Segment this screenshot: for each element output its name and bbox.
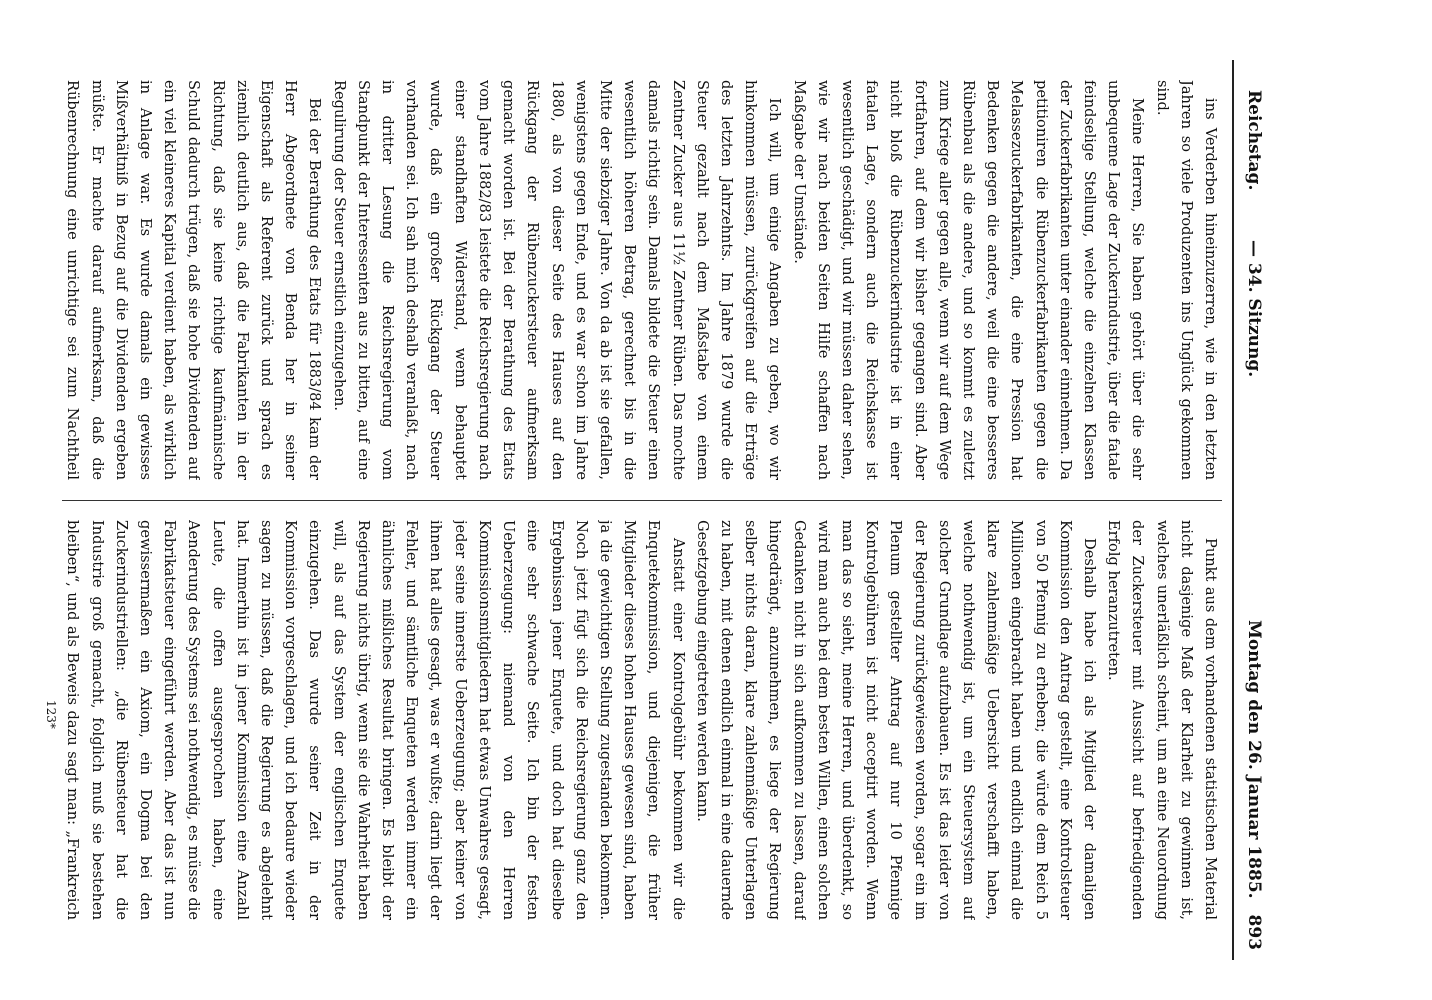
header-date: Montag den 26. Januar 1885.: [1244, 620, 1264, 899]
paragraph: ins Verderben hineinzuzerren, wie in den letzten Jahren so viele Produzenten ins Unglück gekommen sind.: [1153, 80, 1219, 480]
text-column-right: [62, 520, 1222, 920]
paragraph: Punkt aus dem vorhandenen statistischen Material nicht dasjenige Maß der Klarheit zu gewinnen ist, welches unerläßlich scheint, um an eine Neuordnung der Zuckersteuer mit Aussicht auf befriedigenden Erfolg heranzutreten.: [1105, 520, 1219, 920]
paragraph: Bei der Berathung des Etats für 1883/84 kam der Herr Abgeordnete von Benda her in seiner Eigenschaft als Referent zurück und sprach es ziemlich deutlich aus, daß die Fabrikanten in der Richtung, daß sie keine richtige kaufmännische Schuld dadurch trügen, daß sie hohe Dividenden auf ein viel kleineres Kapital verdient haben, als wirklich in Anlage war. Es wurde damals ein gewisses Mißverhältniß in Bezug auf die Dividenden ergeben müßte. Er machte darauf aufmerksam, daß die Rübenrechnung eine unrichtige sei zum Nachtheil: [64, 80, 324, 480]
column-divider: [62, 500, 1222, 501]
paragraph: Deshalb habe ich als Mitglied der damaligen Kommission den Antrag gestellt, eine Kontrolsteuer von 50 Pfennig zu erheben; die würde dem Reich 5 Millionen eingebracht haben und endlich einmal die klare zahlenmäßige Uebersicht verschafft haben, welche nothwendig ist, um ein Steuersystem auf solcher Grundlage aufzubauen. Es ist das leider von der Regierung zurückgewiesen worden, sogar ein im Plenum gestellter Antrag auf nur 10 Pfennige Kontrolgebühren ist nicht acceptirt worden. Wenn man das so sieht, meine Herren, und überdenkt, so wird man auch bei dem besten Willen, einen solchen Gedanken nicht in sich aufkommen zu lassen, darauf hingedrängt, anzunehmen, es liege der Regierung selber nichts daran, klare zahlenmäßige Unterlagen zu haben, mit denen endlich einmal in eine dauernde Gesetzgebung eingetreten werden kann.: [693, 520, 1098, 920]
text-column-left: [62, 80, 1222, 480]
header-session: — 34. Sitzung.: [1244, 240, 1264, 378]
signature-mark: 123*: [44, 700, 58, 729]
paragraph: Anstatt einer Kontrolgebühr bekommen wir die Enquetekommission, und diejenigen, die früher Mitglieder dieses hohen Hauses gewesen sind, haben ja die gewichtigen Stellung zugestanden bekommen. Noch jetzt fügt sich die Reichsregierung ganz den Ergebnissen jener Enquete, und doch hat dieselbe eine sehr schwache Seite. Ich bin der festen Ueberzeugung: niemand von den Herren Kommissionsmitgliedern hat etwas Unwahres gesagt, jeder seine innerste Ueberzeugung; aber keiner von ihnen hat alles gesagt, was er wußte; darin liegt der Fehler, und sämtliche Enqueten werden immer ein ähnliches mißliches Resultat bringen. Es bleibt der Regierung nichts übrig, wenn sie die Wahrheit haben will, als auf das System der englischen Enquete einzugehen. Das wurde seiner Zeit in der Kommission vorgeschlagen, und ich bedaure wieder sagen zu müssen, daß die Regierung es abgelehnt hat. Immerhin ist in jener Kommission eine Anzahl Leute, die offen ausgesprochen haben, eine Aenderung des Systems sei nothwendig, es müsse die Fabrikatsteuer eingeführt werden. Aber das ist nun gewissermaßen ein Axiom, ein Dogma bei den Zuckerindustriellen: „die Rübensteuer hat die Industrie groß gemacht, folglich muß sie bestehen bleiben“, und als Beweis dazu sagt man: „Frankreich: [64, 520, 687, 920]
running-header: [1232, 60, 1270, 960]
paragraph: Ich will, um einige Angaben zu geben, wo wir hinkommen müssen, zurückgreifen auf die Erträge des letzten Jahrzehnts. Im Jahre 1879 wurde die Steuer gezahlt nach dem Maßstabe von einem Zentner Zucker aus 11½ Zentner Rüben. Das mochte damals richtig sein. Damals bildete die Steuer einen wesentlich höheren Betrag, gerechnet bis in die Mitte der siebziger Jahre. Von da ab ist sie gefallen, wenigstens gegen Ende, und es war schon im Jahre 1880, als von dieser Seite des Hauses auf den Rückgang der Rübenzuckersteuer aufmerksam gemacht worden ist. Bei der Berathung des Etats vom Jahre 1882/83 leistete die Reichsregierung nach einer standhaften Widerstand, wenn behauptet wurde, daß ein großer Rückgang der Steuer vorhanden sei. Ich sah mich deshalb veranlaßt, nach in dritter Lesung die Reichsregierung vom Standpunkt der Interessenten aus zu bitten, auf eine Regulirung der Steuer ernstlich einzugehen.: [330, 80, 784, 480]
paragraph: Meine Herren, Sie haben gehört über die sehr unbequeme Lage der Zuckerindustrie, über die fatale feindselige Stellung, welche die einzelnen Klassen der Zuckerfabrikanten unter einander einnehmen. Da petitioniren die Rübenzuckerfabrikanten gegen die Melassezuckerfabrikanten, die eine Pression hat Bedenken gegen die andere, weil die eine besseres Rübenbau als die andere, und so kommt es zuletzt zum Kriege aller gegen alle, wenn wir auf dem Wege fortfahren, auf dem wir bisher gegangen sind. Aber nicht bloß die Rübenzuckerindustrie ist in einer fatalen Lage, sondern auch die Reichskasse ist wesentlich geschädigt, und wir müssen daher sehen, wie wir nach beiden Seiten Hilfe schaffen nach Maßgabe der Umstände.: [790, 80, 1147, 480]
page-number: 893: [1244, 914, 1264, 950]
header-left: Reichstag.: [1244, 90, 1264, 191]
